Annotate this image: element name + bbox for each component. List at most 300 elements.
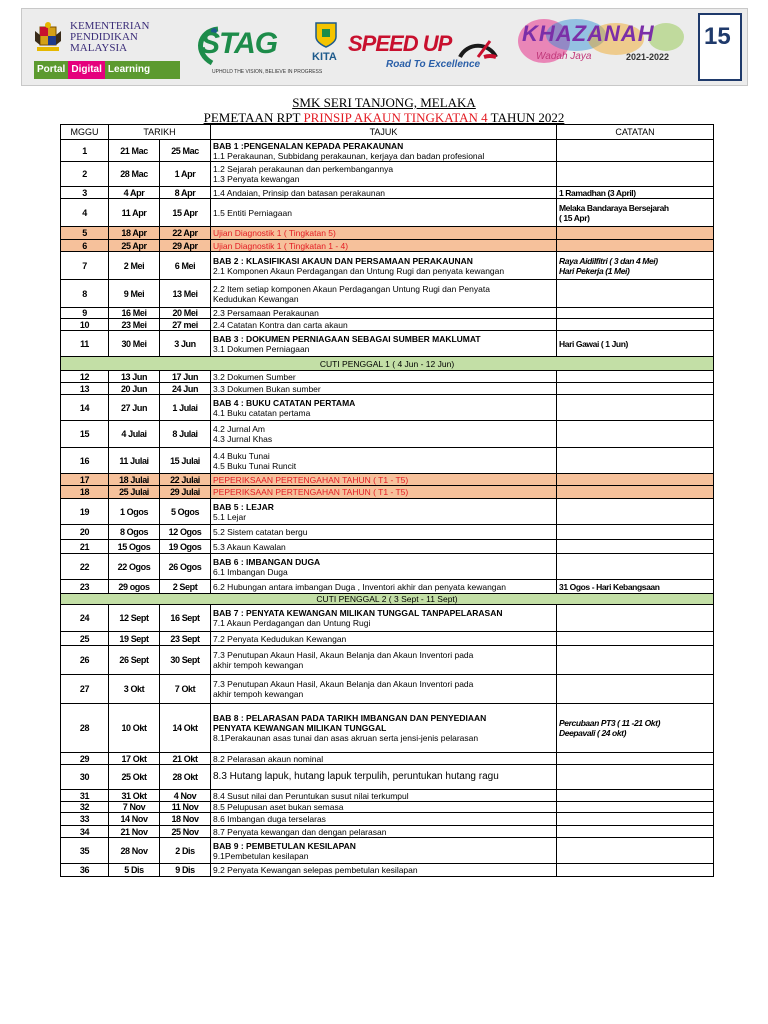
note-cell — [557, 448, 714, 474]
topic-line: 7.2 Penyata Kedudukan Kewangan — [213, 633, 347, 644]
table-row — [61, 540, 714, 554]
topic-line: BAB 2 : KLASIFIKASI AKAUN DAN PERSAMAAN PERAKAUNAN — [213, 255, 473, 266]
table-row — [61, 308, 714, 319]
topic-line: PEPERIKSAAN PERTENGAHAN TAHUN ( T1 - T5) — [213, 487, 409, 497]
topic-line: 5.3 Akaun Kawalan — [213, 541, 286, 552]
table-row — [61, 421, 714, 448]
topic-cell — [211, 864, 557, 877]
topic-cell — [211, 421, 557, 448]
topic-line: 8.7 Penyata kewangan dan dengan pelarasan — [213, 826, 387, 837]
end-date-cell: 26 Ogos — [160, 554, 211, 580]
topic-line: 1.1 Perakaunan, Subbidang perakaunan, kerjaya dan badan profesional — [213, 150, 485, 161]
note-cell — [557, 753, 714, 765]
start-date-cell: 15 Ogos — [109, 540, 160, 554]
end-date-cell: 8 Julai — [160, 421, 211, 448]
topic-cell — [211, 448, 557, 474]
topic-cell — [211, 371, 557, 383]
end-date-cell: 22 Julai — [160, 474, 211, 486]
start-date-cell: 13 Jun — [109, 371, 160, 383]
note-cell — [557, 838, 714, 864]
table-row — [61, 140, 714, 162]
note-cell — [557, 765, 714, 790]
table-row — [61, 838, 714, 864]
topic-line: 7.1 Akaun Perdagangan dan Untung Rugi — [213, 618, 371, 628]
topic-line: BAB 5 : LEJAR — [213, 501, 274, 512]
table-row — [61, 704, 714, 753]
note-cell — [557, 580, 714, 594]
week-number-cell: 32 — [61, 802, 109, 813]
note-line: Hari Pekerja (1 Mei) — [559, 265, 630, 276]
end-date-cell: 27 mei — [160, 319, 211, 331]
topic-cell — [211, 675, 557, 704]
week-number-cell: 5 — [61, 227, 109, 240]
note-cell — [557, 474, 714, 486]
note-cell — [557, 499, 714, 525]
note-cell — [557, 675, 714, 704]
week-number-cell: 24 — [61, 605, 109, 632]
portal-digital-learning-logo: Portal Digital Learning — [34, 61, 180, 79]
end-date-cell: 2 Dis — [160, 838, 211, 864]
topic-line: BAB 1 :PENGENALAN KEPADA PERAKAUNAN — [213, 140, 404, 151]
end-date-cell: 6 Mei — [160, 252, 211, 280]
topic-cell — [211, 632, 557, 646]
topic-line: 8.4 Susut nilai dan Peruntukan susut nilai terkumpul — [213, 790, 409, 801]
school-title: SMK SERI TANJONG, MELAKA — [292, 95, 476, 110]
week-number-cell: 21 — [61, 540, 109, 554]
holiday-row — [61, 357, 714, 371]
note-cell — [557, 632, 714, 646]
note-cell — [557, 187, 714, 199]
end-date-cell: 9 Dis — [160, 864, 211, 877]
start-date-cell: 18 Apr — [109, 227, 160, 240]
topic-line: BAB 6 : IMBANGAN DUGA — [213, 556, 321, 567]
start-date-cell: 9 Mei — [109, 280, 160, 308]
start-date-cell: 25 Apr — [109, 240, 160, 252]
topic-line: 3.3 Dokumen Bukan sumber — [213, 383, 321, 394]
note-cell — [557, 331, 714, 357]
topic-line: akhir tempoh kewangan — [213, 660, 304, 670]
end-date-cell: 14 Okt — [160, 704, 211, 753]
week-number-cell: 28 — [61, 704, 109, 753]
topic-cell — [211, 383, 557, 395]
topic-cell — [211, 605, 557, 632]
note-cell — [557, 383, 714, 395]
kpm-logo — [32, 17, 182, 81]
holiday-label: CUTI PENGGAL 2 ( 3 Sept - 11 Sept) — [61, 594, 714, 605]
week-number-cell: 3 — [61, 187, 109, 199]
table-row — [61, 319, 714, 331]
topic-cell — [211, 319, 557, 331]
week-number-cell: 19 — [61, 499, 109, 525]
note-cell — [557, 421, 714, 448]
topic-line: 8.2 Pelarasan akaun nominal — [213, 753, 324, 764]
end-date-cell: 21 Okt — [160, 753, 211, 765]
topic-line: 6.2 Hubungan antara imbangan Duga , Inventori akhir dan penyata kewangan — [213, 581, 506, 592]
topic-cell — [211, 499, 557, 525]
topic-line: 5.1 Lejar — [213, 511, 247, 522]
week-number-cell: 17 — [61, 474, 109, 486]
start-date-cell: 18 Julai — [109, 474, 160, 486]
start-date-cell: 16 Mei — [109, 308, 160, 319]
week-number-cell: 29 — [61, 753, 109, 765]
topic-line: 9.1Pembetulan kesilapan — [213, 850, 309, 861]
topic-line: PENYATA KEWANGAN MILIKAN TUNGGAL — [213, 723, 387, 733]
topic-cell — [211, 813, 557, 826]
start-date-cell: 22 Ogos — [109, 554, 160, 580]
topic-cell — [211, 331, 557, 357]
topic-cell — [211, 646, 557, 675]
subject-title: PRINSIP AKAUN TINGKATAN 4 — [303, 110, 488, 125]
note-cell — [557, 802, 714, 813]
table-row — [61, 802, 714, 813]
end-date-cell: 3 Jun — [160, 331, 211, 357]
note-cell — [557, 486, 714, 499]
speedometer-icon — [454, 23, 502, 63]
table-row — [61, 331, 714, 357]
stag-kita-logo: STAG KITA UPHOLD THE VISION, BELIEVE IN PROGRESS — [192, 19, 342, 81]
start-date-cell: 27 Jun — [109, 395, 160, 421]
table-row — [61, 826, 714, 838]
topic-cell — [211, 554, 557, 580]
topic-cell — [211, 227, 557, 240]
schedule-table — [60, 124, 714, 877]
note-cell — [557, 162, 714, 187]
week-number-cell: 18 — [61, 486, 109, 499]
week-number-cell: 9 — [61, 308, 109, 319]
note-cell — [557, 199, 714, 227]
end-date-cell: 19 Ogos — [160, 540, 211, 554]
note-cell — [557, 140, 714, 162]
speed-up-logo: SPEED UP Road To Excellence — [344, 21, 504, 77]
start-date-cell: 25 Okt — [109, 765, 160, 790]
week-number-cell: 11 — [61, 331, 109, 357]
topic-line: 7.3 Penutupan Akaun Hasil, Akaun Belanja dan Akaun Inventori pada — [213, 679, 474, 689]
week-number-cell: 7 — [61, 252, 109, 280]
note-cell — [557, 371, 714, 383]
topic-cell — [211, 199, 557, 227]
start-date-cell: 3 Okt — [109, 675, 160, 704]
topic-cell — [211, 162, 557, 187]
topic-line: 9.2 Penyata Kewangan selepas pembetulan kesilapan — [213, 865, 418, 875]
topic-line: BAB 3 : DOKUMEN PERNIAGAAN SEBAGAI SUMBER MAKLUMAT — [213, 333, 481, 344]
start-date-cell: 5 Dis — [109, 864, 160, 877]
topic-cell — [211, 540, 557, 554]
end-date-cell: 28 Okt — [160, 765, 211, 790]
note-line: Hari Gawai ( 1 Jun) — [559, 338, 628, 349]
topic-line: 1.2 Sejarah perakaunan dan perkembangannya — [213, 164, 394, 174]
start-date-cell: 1 Ogos — [109, 499, 160, 525]
week-number-cell: 36 — [61, 864, 109, 877]
table-row — [61, 765, 714, 790]
start-date-cell: 29 ogos — [109, 580, 160, 594]
table-row — [61, 395, 714, 421]
topic-line: 4.4 Buku Tunai — [213, 450, 270, 461]
week-number-cell: 4 — [61, 199, 109, 227]
end-date-cell: 4 Nov — [160, 790, 211, 802]
topic-cell — [211, 525, 557, 540]
start-date-cell: 21 Nov — [109, 826, 160, 838]
end-date-cell: 23 Sept — [160, 632, 211, 646]
topic-cell — [211, 580, 557, 594]
note-cell — [557, 646, 714, 675]
header-banner — [21, 8, 748, 86]
topic-line: BAB 9 : PEMBETULAN KESILAPAN — [213, 840, 356, 851]
topic-line: BAB 7 : PENYATA KEWANGAN MILIKAN TUNGGAL TANPAPELARASAN — [213, 608, 503, 618]
table-row — [61, 790, 714, 802]
note-line: 1 Ramadhan (3 April) — [559, 187, 636, 198]
start-date-cell: 14 Nov — [109, 813, 160, 826]
school-15-logo: 15 — [698, 13, 742, 81]
start-date-cell: 20 Jun — [109, 383, 160, 395]
note-cell — [557, 252, 714, 280]
table-row — [61, 448, 714, 474]
topic-cell — [211, 280, 557, 308]
end-date-cell: 18 Nov — [160, 813, 211, 826]
topic-line: 3.2 Dokumen Sumber — [213, 371, 296, 382]
topic-cell — [211, 753, 557, 765]
document-title: PEMETAAN RPT PRINSIP AKAUN TINGKATAN 4 TAHUN 2022 — [203, 110, 565, 125]
malaysia-crest-icon — [32, 21, 64, 55]
note-cell — [557, 826, 714, 838]
end-date-cell: 29 Apr — [160, 240, 211, 252]
topic-line: 5.2 Sistem catatan bergu — [213, 527, 308, 537]
topic-line: 2.2 Item setiap komponen Akaun Perdagangan Untung Rugi dan Penyata — [213, 283, 490, 294]
week-number-cell: 34 — [61, 826, 109, 838]
note-cell — [557, 813, 714, 826]
week-number-cell: 27 — [61, 675, 109, 704]
note-cell — [557, 704, 714, 753]
table-row — [61, 383, 714, 395]
week-number-cell: 13 — [61, 383, 109, 395]
topic-line: Kedudukan Kewangan — [213, 293, 299, 304]
end-date-cell: 12 Ogos — [160, 525, 211, 540]
table-row — [61, 499, 714, 525]
start-date-cell: 23 Mei — [109, 319, 160, 331]
topic-line: 3.1 Dokumen Perniagaan — [213, 343, 310, 354]
topic-line: 2.3 Persamaan Perakaunan — [213, 308, 319, 318]
topic-line: 4.3 Jurnal Khas — [213, 434, 273, 444]
topic-line: 8.3 Hutang lapuk, hutang lapuk terpulih, peruntukan hutang ragu — [213, 771, 499, 782]
topic-line: 8.6 Imbangan duga terselaras — [213, 814, 326, 824]
start-date-cell: 4 Apr — [109, 187, 160, 199]
week-number-cell: 23 — [61, 580, 109, 594]
note-cell — [557, 240, 714, 252]
week-number-cell: 16 — [61, 448, 109, 474]
table-row — [61, 252, 714, 280]
table-row — [61, 675, 714, 704]
header-tarikh: TARIKH — [109, 125, 211, 140]
holiday-row — [61, 594, 714, 605]
start-date-cell: 30 Mei — [109, 331, 160, 357]
note-cell — [557, 395, 714, 421]
topic-cell — [211, 187, 557, 199]
table-row — [61, 813, 714, 826]
topic-line: 4.2 Jurnal Am — [213, 424, 265, 434]
topic-line: akhir tempoh kewangan — [213, 689, 304, 699]
table-row — [61, 864, 714, 877]
topic-line: PEPERIKSAAN PERTENGAHAN TAHUN ( T1 - T5) — [213, 474, 409, 485]
start-date-cell: 25 Julai — [109, 486, 160, 499]
end-date-cell: 25 Nov — [160, 826, 211, 838]
note-line: Percubaan PT3 ( 11 -21 Okt) — [559, 718, 660, 728]
end-date-cell: 2 Sept — [160, 580, 211, 594]
crest-icon — [314, 21, 338, 49]
topic-line: 8.5 Pelupusan aset bukan semasa — [213, 802, 344, 812]
end-date-cell: 1 Julai — [160, 395, 211, 421]
topic-line: 1.5 Entiti Perniagaan — [213, 207, 292, 218]
start-date-cell: 31 Okt — [109, 790, 160, 802]
week-number-cell: 12 — [61, 371, 109, 383]
topic-cell — [211, 838, 557, 864]
end-date-cell: 16 Sept — [160, 605, 211, 632]
topic-cell — [211, 395, 557, 421]
topic-line: 2.1 Komponen Akaun Perdagangan dan Untung Rugi dan penyata kewangan — [213, 265, 505, 276]
topic-cell — [211, 802, 557, 813]
note-cell — [557, 319, 714, 331]
end-date-cell: 11 Nov — [160, 802, 211, 813]
topic-cell — [211, 308, 557, 319]
topic-cell — [211, 252, 557, 280]
table-row — [61, 605, 714, 632]
start-date-cell: 11 Apr — [109, 199, 160, 227]
table-header-row — [61, 125, 714, 140]
topic-line: 7.3 Penutupan Akaun Hasil, Akaun Belanja dan Akaun Inventori pada — [213, 650, 474, 660]
end-date-cell: 29 Julai — [160, 486, 211, 499]
note-cell — [557, 554, 714, 580]
header-mggu: MGGU — [61, 125, 109, 140]
topic-cell — [211, 704, 557, 753]
note-cell — [557, 790, 714, 802]
topic-cell — [211, 474, 557, 486]
note-cell — [557, 227, 714, 240]
schedule-body — [61, 140, 714, 877]
exam-row — [61, 240, 714, 252]
topic-cell — [211, 826, 557, 838]
week-number-cell: 10 — [61, 319, 109, 331]
end-date-cell: 25 Mac — [160, 140, 211, 162]
topic-line: Ujian Diagnostik 1 ( Tingkatan 1 - 4) — [213, 240, 349, 251]
week-number-cell: 26 — [61, 646, 109, 675]
topic-line: BAB 4 : BUKU CATATAN PERTAMA — [213, 397, 356, 408]
note-line: 31 Ogos - Hari Kebangsaan — [559, 581, 660, 592]
start-date-cell: 19 Sept — [109, 632, 160, 646]
start-date-cell: 10 Okt — [109, 704, 160, 753]
topic-cell — [211, 486, 557, 499]
end-date-cell: 13 Mei — [160, 280, 211, 308]
note-line: Raya Aidilfitri ( 3 dan 4 Mei) — [559, 255, 658, 266]
week-number-cell: 1 — [61, 140, 109, 162]
table-row — [61, 580, 714, 594]
week-number-cell: 20 — [61, 525, 109, 540]
end-date-cell: 7 Okt — [160, 675, 211, 704]
note-cell — [557, 540, 714, 554]
note-cell — [557, 864, 714, 877]
topic-line: 6.1 Imbangan Duga — [213, 566, 288, 577]
end-date-cell: 8 Apr — [160, 187, 211, 199]
end-date-cell: 30 Sept — [160, 646, 211, 675]
start-date-cell: 26 Sept — [109, 646, 160, 675]
end-date-cell: 20 Mei — [160, 308, 211, 319]
week-number-cell: 35 — [61, 838, 109, 864]
week-number-cell: 15 — [61, 421, 109, 448]
start-date-cell: 7 Nov — [109, 802, 160, 813]
table-row — [61, 187, 714, 199]
note-cell — [557, 308, 714, 319]
end-date-cell: 17 Jun — [160, 371, 211, 383]
holiday-label: CUTI PENGGAL 1 ( 4 Jun - 12 Jun) — [61, 357, 714, 371]
table-row — [61, 753, 714, 765]
start-date-cell: 11 Julai — [109, 448, 160, 474]
start-date-cell: 8 Ogos — [109, 525, 160, 540]
end-date-cell: 22 Apr — [160, 227, 211, 240]
topic-line: 4.5 Buku Tunai Runcit — [213, 460, 297, 471]
note-cell — [557, 605, 714, 632]
table-row — [61, 646, 714, 675]
end-date-cell: 15 Julai — [160, 448, 211, 474]
week-number-cell: 30 — [61, 765, 109, 790]
week-number-cell: 14 — [61, 395, 109, 421]
note-line: Melaka Bandaraya Bersejarah — [559, 202, 669, 213]
topic-cell — [211, 240, 557, 252]
end-date-cell: 15 Apr — [160, 199, 211, 227]
start-date-cell: 4 Julai — [109, 421, 160, 448]
exam-row — [61, 486, 714, 499]
topic-line: Ujian Diagnostik 1 ( Tingkatan 5) — [213, 228, 336, 238]
table-row — [61, 632, 714, 646]
start-date-cell: 17 Okt — [109, 753, 160, 765]
kpm-wordmark: KEMENTERIAN PENDIDIKAN MALAYSIA — [70, 20, 150, 54]
topic-cell — [211, 790, 557, 802]
week-number-cell: 2 — [61, 162, 109, 187]
start-date-cell: 12 Sept — [109, 605, 160, 632]
exam-row — [61, 474, 714, 486]
week-number-cell: 22 — [61, 554, 109, 580]
table-row — [61, 280, 714, 308]
topic-line: BAB 8 : PELARASAN PADA TARIKH IMBANGAN DAN PENYEDIAAN — [213, 713, 487, 723]
week-number-cell: 31 — [61, 790, 109, 802]
exam-row — [61, 227, 714, 240]
week-number-cell: 6 — [61, 240, 109, 252]
end-date-cell: 24 Jun — [160, 383, 211, 395]
note-cell — [557, 525, 714, 540]
header-catatan: CATATAN — [557, 125, 714, 140]
table-row — [61, 525, 714, 540]
start-date-cell: 2 Mei — [109, 252, 160, 280]
topic-line: 1.3 Penyata kewangan — [213, 174, 300, 184]
end-date-cell: 1 Apr — [160, 162, 211, 187]
header-tajuk: TAJUK — [211, 125, 557, 140]
week-number-cell: 25 — [61, 632, 109, 646]
topic-cell — [211, 765, 557, 790]
table-row — [61, 554, 714, 580]
note-cell — [557, 280, 714, 308]
start-date-cell: 28 Mac — [109, 162, 160, 187]
topic-line: 8.1Perakaunan asas tunai dan asas akruan serta jensi-jenis pelarasan — [213, 733, 479, 743]
week-number-cell: 33 — [61, 813, 109, 826]
khazanah-logo: KHAZANAH Wadah Jaya 2021-2022 — [516, 15, 690, 79]
table-row — [61, 162, 714, 187]
topic-line: 1.4 Andaian, Prinsip dan batasan perakaunan — [213, 187, 386, 198]
topic-cell — [211, 140, 557, 162]
topic-line: 2.4 Catatan Kontra dan carta akaun — [213, 319, 348, 330]
table-row — [61, 199, 714, 227]
end-date-cell: 5 Ogos — [160, 499, 211, 525]
start-date-cell: 21 Mac — [109, 140, 160, 162]
topic-line: 4.1 Buku catatan pertama — [213, 407, 311, 418]
note-line: ( 15 Apr) — [559, 212, 590, 223]
table-row — [61, 371, 714, 383]
week-number-cell: 8 — [61, 280, 109, 308]
